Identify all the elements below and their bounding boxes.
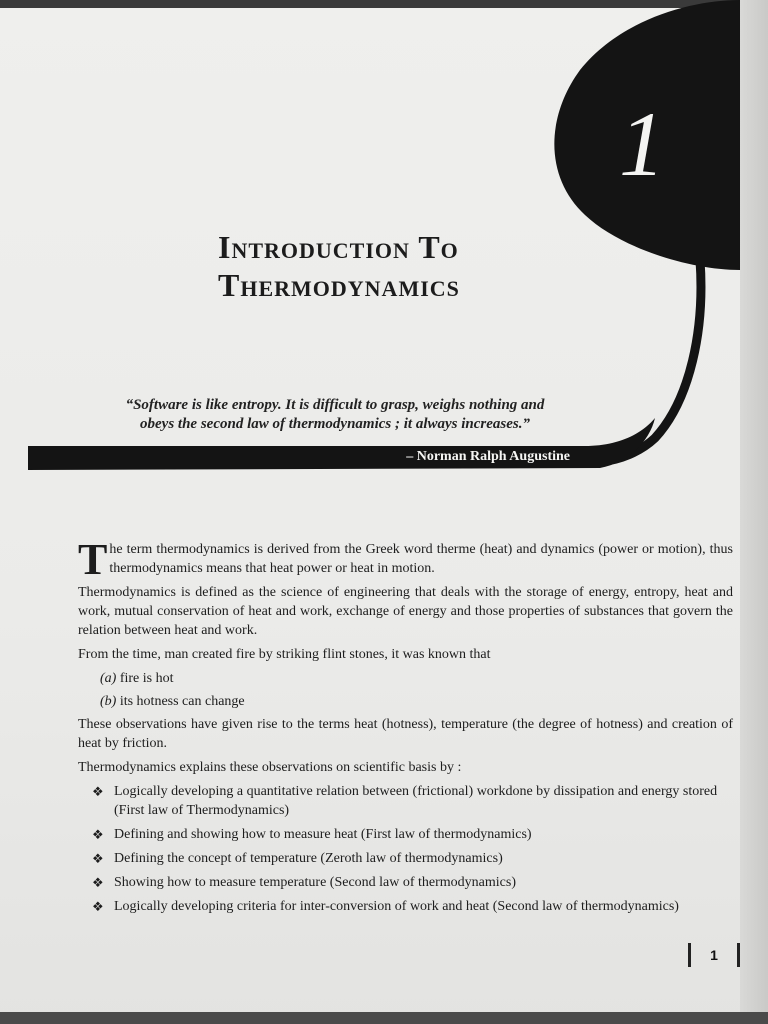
diamond-bullet-icon: ❖ <box>92 899 104 914</box>
bullet-text: Showing how to measure temperature (Second law of thermodynamics) <box>114 875 517 890</box>
observations-paragraph: These observations have given rise to the terms heat (hotness), temperature (the degree of hotness) and creation of heat by friction. <box>78 717 733 751</box>
intro-paragraph-text: he term thermodynamics is derived from the Greek word therme (heat) and dynamics (power or motion), thus thermodynamics means that heat power or heat in motion. <box>109 542 733 576</box>
chapter-title <box>218 228 578 304</box>
bullet-item <box>92 782 733 820</box>
drop-cap: T <box>78 535 108 584</box>
list-marker: (b) <box>100 694 117 709</box>
diamond-bullet-icon: ❖ <box>92 875 104 890</box>
bullet-item <box>92 825 733 844</box>
bullet-item <box>92 849 733 868</box>
list-item <box>100 669 733 688</box>
epigraph-quote-line2: obeys the second law of thermodynamics ; it always increases.” <box>140 416 530 432</box>
intro-paragraph <box>78 535 733 584</box>
chapter-number: 1 <box>619 93 665 195</box>
diamond-bullet-icon: ❖ <box>92 851 104 866</box>
bullet-text: Defining and showing how to measure heat (First law of thermodynamics) <box>114 827 532 842</box>
page-bottom-edge <box>0 1012 768 1024</box>
chapter-title-line1: Introduction To <box>218 229 459 265</box>
list-item-text: fire is hot <box>119 671 174 686</box>
epigraph-quote <box>70 396 600 434</box>
bullet-text: Logically developing a quantitative relation between (frictional) workdone by dissipation and energy stored (First law of Thermodynamics) <box>114 784 718 818</box>
epigraph-author: – Norman Ralph Augustine <box>406 449 570 464</box>
diamond-bullet-icon: ❖ <box>92 784 104 799</box>
bullet-item <box>92 873 733 892</box>
swoosh-line <box>600 260 701 462</box>
bullet-text: Logically developing criteria for inter-conversion of work and heat (Second law of thermodynamics) <box>114 899 679 914</box>
page-number: 1 <box>688 943 740 967</box>
epigraph-quote-line1: “Software is like entropy. It is difficult to grasp, weighs nothing and <box>125 397 545 413</box>
list-item <box>100 692 733 711</box>
definition-paragraph: Thermodynamics is defined as the science of engineering that deals with the storage of energy, entropy, heat and work, mutual conservation of heat and work, exchange of energy and those properties of substances that govern the relation between heat and work. <box>78 585 733 638</box>
chapter-body <box>78 535 733 921</box>
history-paragraph: From the time, man created fire by striking flint stones, it was known that <box>78 647 491 662</box>
list-marker: (a) <box>100 671 117 686</box>
bullet-item <box>92 897 733 916</box>
explanation-paragraph: Thermodynamics explains these observations on scientific basis by : <box>78 760 462 775</box>
list-item-text: its hotness can change <box>119 694 245 709</box>
explanation-bullets <box>92 782 733 916</box>
diamond-bullet-icon: ❖ <box>92 827 104 842</box>
chapter-title-line2: Thermodynamics <box>218 267 460 303</box>
observation-list <box>100 669 733 711</box>
bullet-text: Defining the concept of temperature (Zeroth law of thermodynamics) <box>114 851 503 866</box>
